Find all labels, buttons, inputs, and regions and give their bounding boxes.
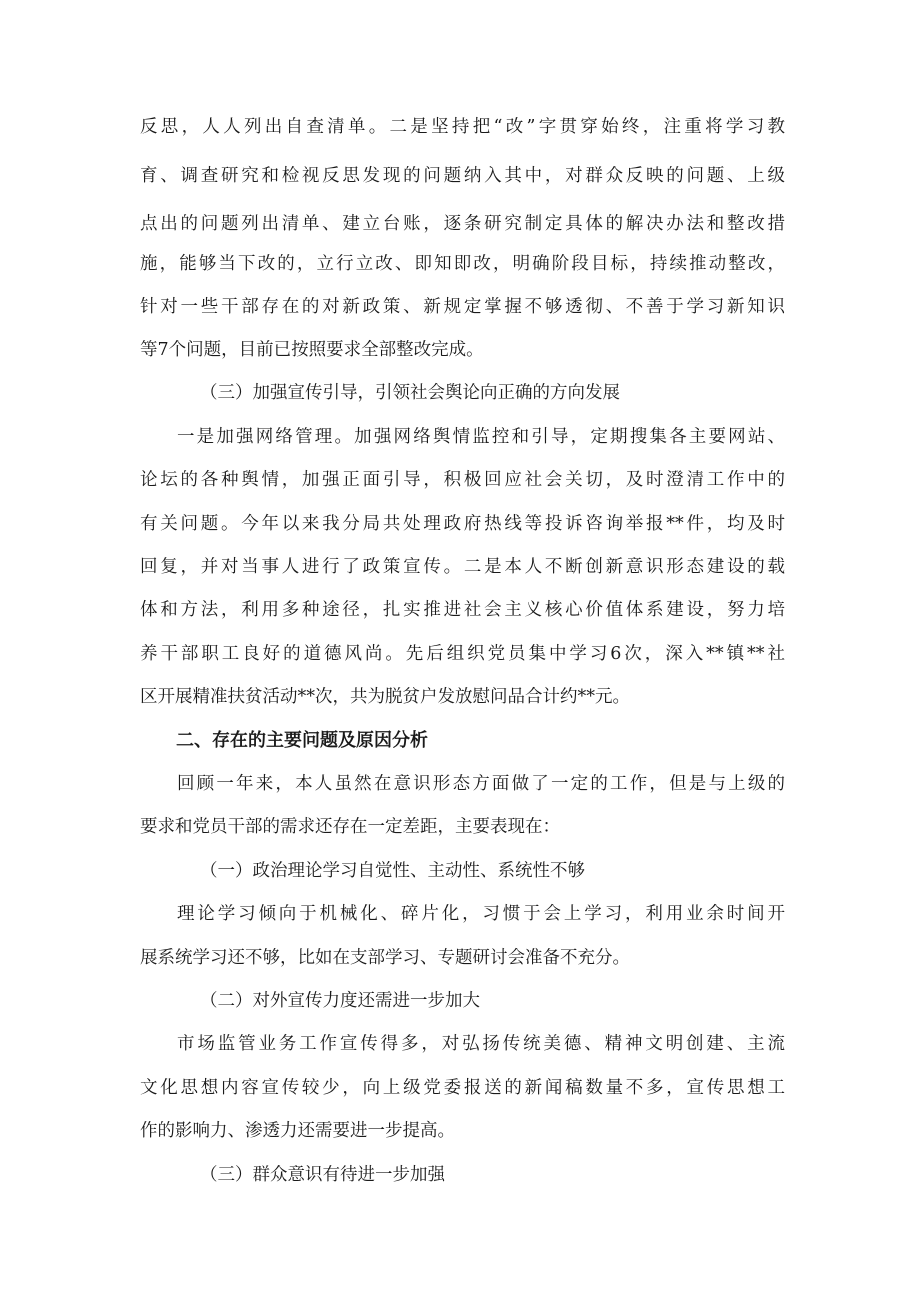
paragraph-line: 体和方法，利用多种途径，扎实推进社会主义核心价值体系建设，努力培 [140, 600, 785, 620]
paragraph-line: 理论学习倾向于机械化、碎片化，习惯于会上学习，利用业余时间开 [177, 904, 785, 924]
paragraph-line: 育、调查研究和检视反思发现的问题纳入其中，对群众反映的问题、上级 [140, 166, 785, 186]
paragraph-line: 养干部职工良好的道德风尚。先后组织党员集中学习6次，深入**镇**社 [140, 644, 785, 664]
paragraph-line: 展系统学习还不够，比如在支部学习、专题研讨会准备不充分。 [140, 948, 630, 968]
paragraph-line: 施，能够当下改的，立行立改、即知即改，明确阶段目标，持续推动整改， [140, 254, 785, 274]
paragraph-line: 针对一些干部存在的对新政策、新规定掌握不够透彻、不善于学习新知识 [140, 297, 785, 317]
paragraph-line: 文化思想内容宣传较少，向上级党委报送的新闻稿数量不多，宣传思想工 [140, 1078, 785, 1098]
section-heading: 二、存在的主要问题及原因分析 [176, 730, 428, 751]
paragraph-line: 论坛的各种舆情，加强正面引导，积极回应社会关切，及时澄清工作中的 [140, 470, 785, 490]
paragraph-line: 等7个问题，目前已按照要求全部整改完成。 [140, 340, 484, 360]
subheading: （二）对外宣传力度还需进一步加大 [200, 991, 480, 1011]
subheading: （三）加强宣传引导，引领社会舆论向正确的方向发展 [200, 383, 620, 403]
paragraph-line: 区开展精准扶贫活动**次，共为脱贫户发放慰问品合计约**元。 [140, 687, 630, 707]
paragraph-line: 回顾一年来，本人虽然在意识形态方面做了一定的工作，但是与上级的 [177, 774, 785, 794]
paragraph-line: 有关问题。今年以来我分局共处理政府热线等投诉咨询举报**件，均及时 [140, 514, 785, 534]
paragraph-line: 市场监管业务工作宣传得多，对弘扬传统美德、精神文明创建、主流 [177, 1034, 785, 1054]
paragraph-line: 作的影响力、渗透力还需要进一步提高。 [140, 1121, 455, 1141]
paragraph-line: 要求和党员干部的需求还存在一定差距，主要表现在： [140, 817, 560, 837]
subheading: （三）群众意识有待进一步加强 [200, 1165, 445, 1185]
paragraph-line: 反思，人人列出自查清单。二是坚持把“改”字贯穿始终，注重将学习教 [140, 117, 785, 137]
subheading: （一）政治理论学习自觉性、主动性、系统性不够 [200, 861, 585, 881]
paragraph-line: 回复，并对当事人进行了政策宣传。二是本人不断创新意识形态建设的载 [140, 557, 785, 577]
paragraph-line: 点出的问题列出清单、建立台账，逐条研究制定具体的解决办法和整改措 [140, 214, 785, 234]
paragraph-line: 一是加强网络管理。加强网络舆情监控和引导，定期搜集各主要网站、 [177, 427, 785, 447]
